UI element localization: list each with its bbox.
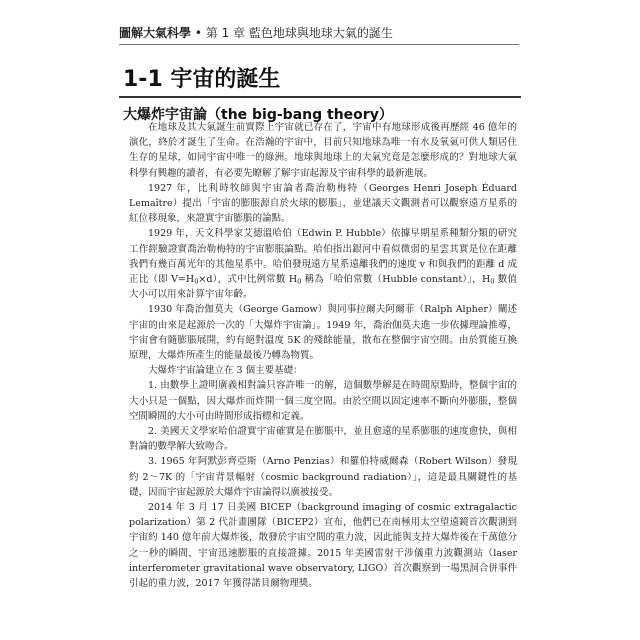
paragraph-intro: 在地球及其大氣誕生前實際上宇宙就已存在了，宇宙中有地球形成後再歷經 46 億年的演化，終於才誕生了生命。在浩瀚的宇宙中，目前只知地球為唯一有水及氧氣可供人類居住生存的星球，如同宇宙中唯一的綠洲。地球與地球上的大氣究竟是怎麼形成的？對地球大氣科學有興趣的讀者，有必要先瞭解了解宇宙起源及宇宙科學的最新進展。 bbox=[129, 122, 517, 179]
body-text bbox=[129, 120, 517, 591]
paragraph-hubble bbox=[129, 226, 517, 302]
subscript: 0 bbox=[297, 277, 302, 286]
paragraph-gamow: 1930 年喬治伽莫夫（George Gamow）與同事拉爾夫阿爾菲（Ralph Alpher）闡述宇宙的由來是起源於一次的「大爆炸宇宙論」。1949 年，喬治伽莫夫進一步依據理論推導，宇宙會有隨膨脹展開，約有絕對溫度 5K 的殘餘能量，散布在整個宇宙空間。由於質能互換原理，大爆炸所產生的能量最後乃轉為物質。 bbox=[129, 304, 517, 362]
chapter-title: 第 1 章 藍色地球與地球大氣的誕生 bbox=[205, 26, 393, 40]
subsection-title-en: （the big-bang theory） bbox=[207, 107, 393, 123]
header-separator: • bbox=[194, 26, 202, 40]
subsection-title-zh: 大爆炸宇宙論 bbox=[123, 107, 207, 123]
list-item-2: 2. 美國天文學家哈伯證實宇宙確實是在膨脹中，並且愈遠的星系膨脹的速度愈快，與相對論的數學解大致吻合。 bbox=[129, 426, 517, 453]
running-header bbox=[119, 24, 559, 42]
book-title: 圖解大氣科學 bbox=[119, 26, 192, 40]
hubble-text-4: 數值大小可以用來計算宇宙年齡。 bbox=[129, 274, 517, 301]
subscript: 0 bbox=[490, 277, 495, 286]
header-divider bbox=[119, 44, 519, 45]
subscript: 0 bbox=[194, 277, 199, 286]
hubble-text-2: ×d），式中比例常數 H bbox=[198, 274, 298, 286]
paragraph-foundations-intro: 大爆炸宇宙論建立在 3 個主要基礎： bbox=[148, 365, 303, 377]
list-item-1: 1. 由數學上證明廣義相對論只容許唯一的解，這個數學解是在時間原點時，整個宇宙的大小只是一個點，因大爆炸而炸開一個三度空間。由於空間以固定速率不斷向外膨脹，整個空間瞬間的大小可由時間形成指標和定義。 bbox=[129, 380, 517, 422]
hubble-text-3: 稱為「哈伯常數（Hubble constant）」，H bbox=[301, 274, 491, 286]
paragraph-lemaitre: 1927 年，比利時牧師與宇宙論者喬治勒梅特（Georges Henri Joseph Éduard Lemaître）提出「宇宙的膨脹源自於火球的膨脹」，並建議天文觀測者可以觀察遠方星系的紅位移現象，來證實宇宙膨脹的論點。 bbox=[129, 182, 517, 225]
hubble-text-1: 1929 年，天文科學家艾德溫哈伯（Edwin P. Hubble）依據早期星系種類分類的研究工作經驗證實喬治勒梅特的宇宙膨脹論點。哈伯指出銀河中看似微弱的星雲其實是位在距離我們有幾百萬光年的其他星系中。哈伯發現遠方星系遠離我們的速度 v 和與我們的距離 d 成正比（即 V=H bbox=[129, 228, 517, 286]
section-title: 1-1 宇宙的誕生 bbox=[123, 67, 281, 92]
paragraph-bicep: 2014 年 3 月 17 日美國 BICEP（background imaging of cosmic extragalactic polarization）第 2 代計畫團隊（BICEP2）宣布，他們已在南極用太空望遠鏡首次觀測到宇宙約 140 億年前大爆炸後，散發於宇宙空間的重力波，因此能與支持大爆炸後在千萬億分之一秒的瞬間，宇宙迅速膨脹的直接證據。2015 年美國雷射干涉儀重力波觀測站（laser interferometer gravitational wave observatory, LIGO）首次觀察到一場黑洞合併事件引起的重力波，2017 年獲得諾貝爾物理獎。 bbox=[129, 502, 517, 590]
section-divider bbox=[119, 96, 521, 98]
list-item-3: 3. 1965 年阿默彭齊亞斯（Arno Penzias）和羅伯特威爾森（Robert Wilson）發現約 2～7K 的「宇宙背景輻射（cosmic background radiation）」，這是最具關鍵性的基礎，因而宇宙起源於大爆炸宇宙論得以廣被接受。 bbox=[129, 456, 517, 498]
